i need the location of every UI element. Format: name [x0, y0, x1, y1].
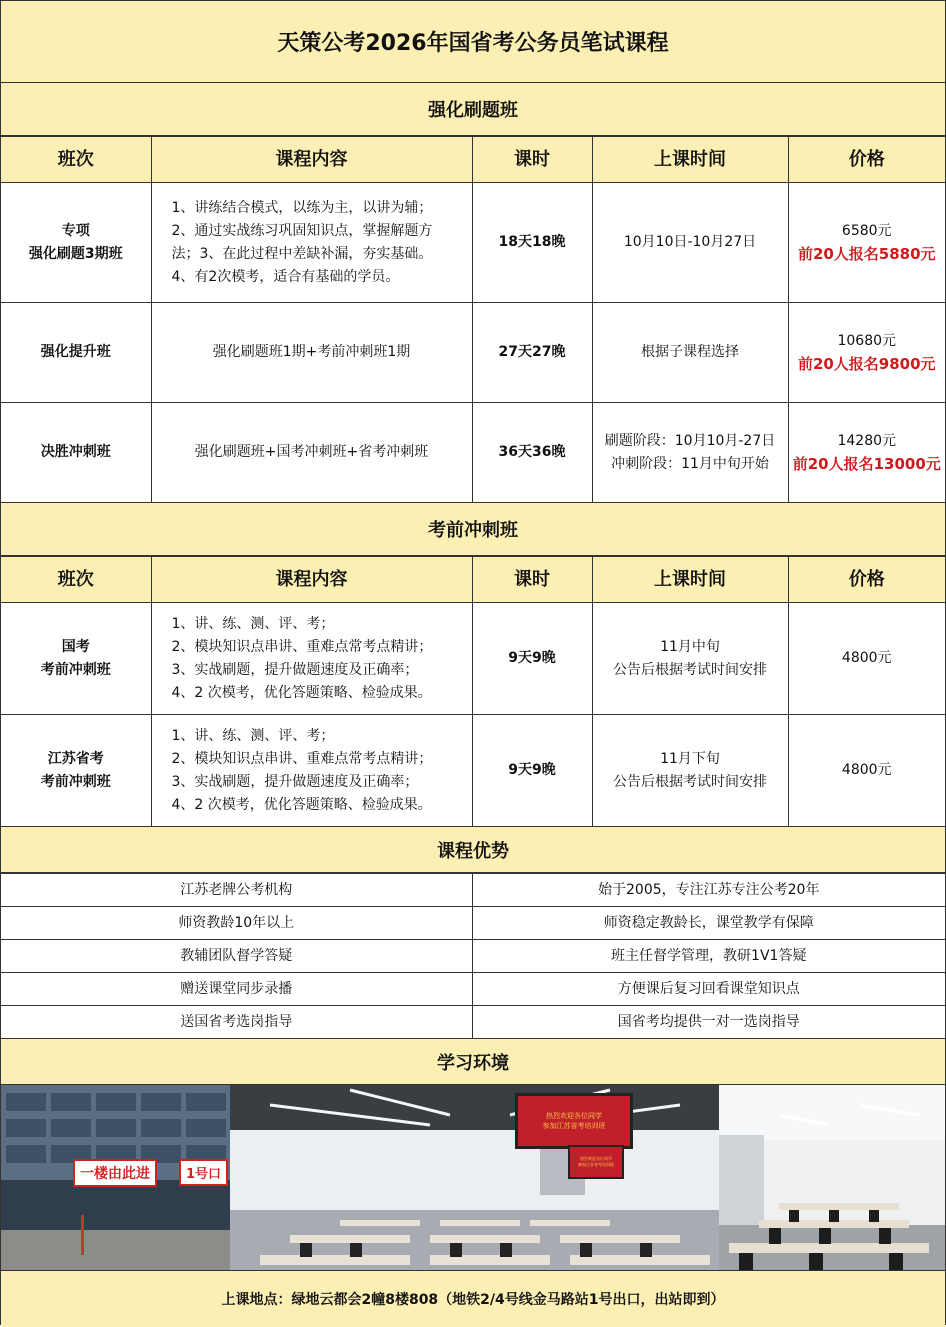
section-title-intensive: 强化刷题班: [1, 83, 945, 136]
page-title: 天策公考2026年国省考公务员笔试课程: [1, 1, 945, 83]
table-header-row: [1, 557, 945, 603]
course-hours: 9天9晚: [472, 603, 592, 715]
building-entrance-photo: [1, 1085, 230, 1270]
class-name: 专项 强化刷题3期班: [1, 183, 151, 303]
environment-photos: [1, 1085, 945, 1271]
advantages-table: [1, 873, 945, 1039]
table-row: [1, 973, 945, 1006]
course-price: 4800元: [788, 603, 945, 715]
course-price: 10680元 前20人报名9800元: [788, 303, 945, 403]
small-classroom-illustration: [719, 1085, 945, 1270]
course-price: 4800元: [788, 715, 945, 827]
welcome-screen-1: 热烈欢迎各位同学 参加江苏省考培训班: [515, 1093, 633, 1149]
course-time: 根据子课程选择: [592, 303, 788, 403]
course-hours: 36天36晚: [472, 403, 592, 503]
course-time: 11月中旬 公告后根据考试时间安排: [592, 603, 788, 715]
class-name: 强化提升班: [1, 303, 151, 403]
col-class: 班次: [1, 557, 151, 603]
section-title-advantages: 课程优势: [1, 827, 945, 873]
table-header-row: [1, 137, 945, 183]
col-price: 价格: [788, 137, 945, 183]
advantage-right: 国省考均提供一对一选岗指导: [472, 1006, 945, 1039]
sprint-table: [1, 556, 945, 827]
col-hours: 课时: [472, 557, 592, 603]
advantage-left: 送国省考选岗指导: [1, 1006, 472, 1039]
promo-price: 前20人报名5880元: [797, 244, 936, 263]
course-price: 6580元 前20人报名5880元: [788, 183, 945, 303]
table-row: [1, 303, 945, 403]
section-title-environment: 学习环境: [1, 1039, 945, 1085]
advantage-left: 赠送课堂同步录播: [1, 973, 472, 1006]
advantage-left: 师资教龄10年以上: [1, 907, 472, 940]
course-content: 1、讲、练、测、评、考； 2、模块知识点串讲、重难点常考点精讲； 3、实战刷题，提升做题速度及正确率； 4、2 次模考，优化答题策略、检验成果。: [151, 715, 472, 827]
table-row: [1, 874, 945, 907]
table-row: [1, 1006, 945, 1039]
table-row: [1, 940, 945, 973]
table-row: [1, 183, 945, 303]
classroom-small-photo: [719, 1085, 945, 1270]
col-class: 班次: [1, 137, 151, 183]
class-name: 决胜冲刺班: [1, 403, 151, 503]
promo-price: 前20人报名9800元: [797, 354, 936, 373]
promo-price: 前20人报名13000元: [792, 454, 941, 473]
course-hours: 27天27晚: [472, 303, 592, 403]
advantage-right: 师资稳定教龄长，课堂教学有保障: [472, 907, 945, 940]
classroom-large-photo: [230, 1085, 719, 1270]
course-hours: 18天18晚: [472, 183, 592, 303]
entrance-sign: 一楼由此进: [73, 1159, 157, 1187]
course-content: 强化刷题班1期+考前冲刺班1期: [151, 303, 472, 403]
course-time: 11月下旬 公告后根据考试时间安排: [592, 715, 788, 827]
course-time: 10月10日-10月27日: [592, 183, 788, 303]
advantage-right: 班主任督学管理，教研1V1答疑: [472, 940, 945, 973]
course-content: 1、讲练结合模式，以练为主，以讲为辅； 2、通过实战练习巩固知识点，掌握解题方 法；3、在此过程中差缺补漏，夯实基础。 4、有2次模考，适合有基础的学员。: [151, 183, 472, 303]
col-hours: 课时: [472, 137, 592, 183]
course-time: 刷题阶段：10月10月-27日 冲刺阶段：11月中旬开始: [592, 403, 788, 503]
table-row: [1, 403, 945, 503]
welcome-screen-2: 热烈欢迎各位同学 参加江苏省考培训班: [568, 1145, 624, 1179]
col-time: 上课时间: [592, 137, 788, 183]
course-content: 强化刷题班+国考冲刺班+省考冲刺班: [151, 403, 472, 503]
course-hours: 9天9晚: [472, 715, 592, 827]
class-name: 国考 考前冲刺班: [1, 603, 151, 715]
col-price: 价格: [788, 557, 945, 603]
col-time: 上课时间: [592, 557, 788, 603]
class-location: 上课地点：绿地云都会2幢8楼808（地铁2/4号线金马路站1号出口，出站即到）: [1, 1271, 945, 1327]
classroom-illustration: [230, 1085, 719, 1270]
table-row: [1, 715, 945, 827]
advantage-right: 方便课后复习回看课堂知识点: [472, 973, 945, 1006]
intensive-table: [1, 136, 945, 503]
gate-sign: 1号口: [179, 1159, 228, 1186]
advantage-left: 江苏老牌公考机构: [1, 874, 472, 907]
course-content: 1、讲、练、测、评、考； 2、模块知识点串讲、重难点常考点精讲； 3、实战刷题，提升做题速度及正确率； 4、2 次模考，优化答题策略、检验成果。: [151, 603, 472, 715]
class-name: 江苏省考 考前冲刺班: [1, 715, 151, 827]
advantage-right: 始于2005，专注江苏专注公考20年: [472, 874, 945, 907]
col-content: 课程内容: [151, 137, 472, 183]
advantage-left: 教辅团队督学答疑: [1, 940, 472, 973]
table-row: [1, 603, 945, 715]
table-row: [1, 907, 945, 940]
col-content: 课程内容: [151, 557, 472, 603]
section-title-sprint: 考前冲刺班: [1, 503, 945, 556]
course-price: 14280元 前20人报名13000元: [788, 403, 945, 503]
